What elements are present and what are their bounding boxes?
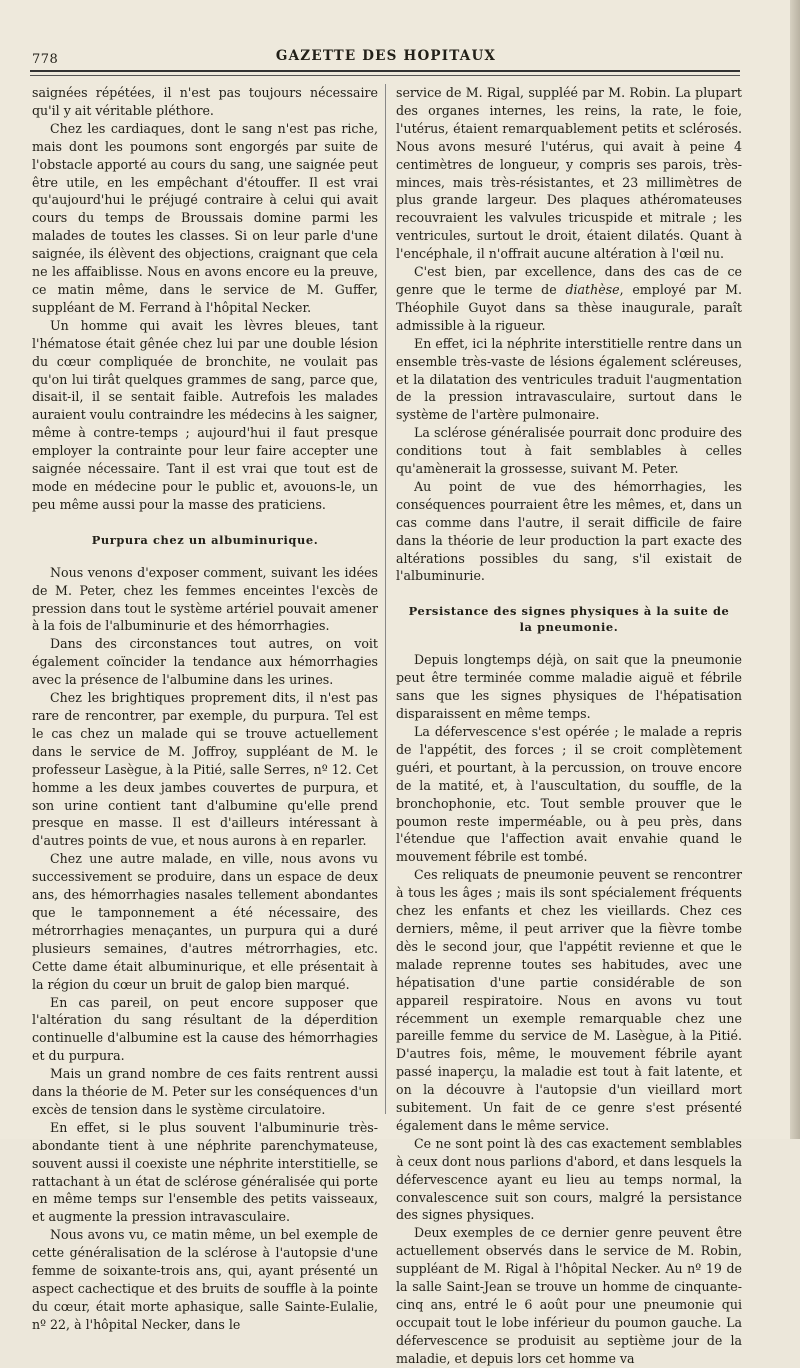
page-edge-shadow [790, 0, 800, 1139]
section-heading: Purpura chez un albuminurique. [91, 532, 319, 547]
paragraph: En effet, si le plus souvent l'albuminurie très-abondante tient à une néphrite parenchymateuse, souvent aussi il coexiste une néphrite interstitielle, se rattachant à un état de sclérose généralisée qui porte en même temps sur l'ensemble des petits vaisseaux, et augmente la pression intravasculaire. [32, 1119, 378, 1225]
paragraph: En cas pareil, on peut encore supposer que l'altération du sang résultant de la déperdition continuelle d'albumine est la cause des hémorrhagies et du purpura. [32, 994, 378, 1064]
column-divider [385, 84, 386, 1114]
paragraph: Nous avons vu, ce matin même, un bel exemple de cette généralisation de la sclérose à l'autopsie d'une femme de soixante-trois ans, qui, ayant présenté un aspect cachectique et des bruits de souffle à la pointe du cœur, était morte aphasique, salle Sainte-Eulalie, nº 22, à l'hôpital Necker, dans le [32, 1227, 378, 1332]
paragraph: Ce ne sont point là des cas exactement semblables à ceux dont nous parlions d'abord, et dans lesquels la défervescence ayant eu lieu au temps normal, la convalescence suit son cours, malgré la persistance des signes physiques. [396, 1135, 742, 1223]
paragraph: Au point de vue des hémorrhagies, les conséquences pourraient être les mêmes, et, dans un cas comme dans l'autre, il serait difficile de faire dans la théorie de leur production la part exacte des altérations possibles du sang, s'il existait de l'albuminurie. [396, 478, 742, 584]
section-heading [396, 603, 742, 635]
left-column [32, 84, 378, 1334]
paragraph-text: C'est bien, par excellence, dans des cas de ce genre que le terme de [396, 264, 742, 297]
paragraph: Chez les brightiques proprement dits, il n'est pas rare de rencontrer, par exemple, du purpura. Tel est le cas chez un malade qui se trouve actuellement dans le service de M. Joffroy, suppléant de M. le professeur Lasègue, à la Pitié, salle Serres, nº 12. Cet homme a les deux jambes couvertes de purpura, et son urine contient tant d'albumine qu'elle prend presque en masse. Il est d'ailleurs intéressant à d'autres points de vue, et nous aurons à en reparler. [32, 690, 378, 849]
paragraph-text: , employé par M. Théophile Guyot dans sa thèse inaugurale, paraît admissible à la rigueur. [396, 281, 742, 333]
paragraph: service de M. Rigal, suppléé par M. Robin. La plupart des organes internes, les reins, la rate, le foie, l'utérus, étaient remarquablement petits et sclérosés. Nous avons mesuré l'utérus, qui avait à peine 4 centimètres de longueur, y compris ses parois, très-minces, mais très-résistantes, et 23 millimètres de plus grande largeur. Des plaques athéromateuses recouvraient les valvules tricuspide et mitrale ; les ventricules, surtout le droit, étaient dilatés. Quant à l'encéphale, il n'offrait aucune altération à l'œil nu. [396, 85, 742, 262]
paragraph: En effet, ici la néphrite interstitielle rentre dans un ensemble très-vaste de lésions également scléreuses, et la dilatation des ventricules traduit l'augmentation de la pression intravasculaire, surtout dans le système de l'artère pulmonaire. [396, 335, 742, 423]
paragraph [396, 263, 742, 335]
paragraph: Chez les cardiaques, dont le sang n'est pas riche, mais dont les poumons sont engorgés par suite de l'obstacle apporté au cours du sang, une saignée peut être utile, en les empêchant d'étouffer. Il est vrai qu'aujourd'hui le préjugé contraire à celui qui avait cours du temps de Broussais domine parmi les malades de toutes les classes. Si on leur parle d'une saignée, ils élèvent des objections, craignant que cela ne les affaiblisse. Nous en avons encore eu la preuve, ce matin même, dans le service de M. Guffer, suppléant de M. Ferrand à l'hôpital Necker. [32, 120, 378, 315]
paragraph: saignées répétées, il n'est pas toujours nécessaire qu'il y ait véritable pléthore. [32, 85, 378, 118]
header-rule-thin [30, 75, 740, 76]
right-column [396, 84, 742, 1368]
paragraph: Chez une autre malade, en ville, nous avons vu successivement se produire, dans un espace de deux ans, des hémorrhagies nasales tellement abondantes que le tamponnement a été nécessaire, des métrorrhagies menaçantes, un purpura qui a duré plusieurs semaines, d'autres métrorrhagies, etc. Cette dame était albuminurique, et elle présentait à la région du cœur un bruit de galop bien marqué. [32, 851, 378, 992]
paragraph: La sclérose généralisée pourrait donc produire des conditions tout à fait semblables à celles qu'amènerait la grossesse, suivant M. Peter. [396, 425, 742, 477]
paragraph: Un homme qui avait les lèvres bleues, tant l'hématose était gênée chez lui par une double lésion du cœur compliquée de bronchite, ne voulait pas qu'on lui tirât quelques grammes de sang, parce que, disait-il, il se sentait faible. Autrefois les malades auraient voulu contraindre les médecins à les saigner, même à contre-temps ; aujourd'hui il faut presque employer la contrainte pour leur faire accepter une saignée nécessaire. Tant il est vrai que tout est de mode en médecine pour le public et, avouons-le, un peu même aussi pour la masse des praticiens. [32, 317, 379, 512]
paragraph: Nous venons d'exposer comment, suivant les idées de M. Peter, chez les femmes enceintes l'excès de pression dans tout le système artériel pouvait amener à la fois de l'albuminurie et des hémorrhagies. [32, 564, 378, 634]
paragraph: Dans des circonstances tout autres, on voit également coïncider la tendance aux hémorrhagies avec la présence de l'albumine dans les urines. [32, 636, 378, 688]
page-header [32, 46, 740, 68]
page-number: 778 [32, 52, 59, 67]
paragraph: Mais un grand nombre de ces faits rentrent aussi dans la théorie de M. Peter sur les conséquences d'un excès de tension dans le système circulatoire. [32, 1066, 378, 1117]
emphasis-diathese: diathèse [565, 281, 620, 297]
header-rule-thick [30, 70, 740, 72]
paragraph: Depuis longtemps déjà, on sait que la pneumonie peut être terminée comme maladie aiguë et fébrile sans que les signes physiques de l'hépatisation disparaissent en même temps. [396, 652, 742, 722]
paragraph: La défervescence s'est opérée ; le malade a repris de l'appétit, des forces ; il se croit complètement guéri, et pourtant, à la percussion, on trouve encore de la matité, et, à l'auscultation, du souffle, de la bronchophonie, etc. Tout semble prouver que le poumon reste imperméable, ou à peu près, dans l'étendue que l'affection avait envahie quand le mouvement fébrile est tombé. [396, 724, 742, 865]
section-heading-line: Persistance des signes physiques à la suite de [408, 604, 730, 619]
section-heading-line: la pneumonie. [519, 620, 619, 635]
journal-title: GAZETTE DES HOPITAUX [275, 48, 497, 64]
paragraph: Ces reliquats de pneumonie peuvent se rencontrer à tous les âges ; mais ils sont spécialement fréquents chez les enfants et chez les vieillards. Chez ces derniers, même, il peut arriver que la fièvre tombe dès le second jour, que l'appétit revienne et que le malade reprenne toutes ses habitudes, avec une hépatisation d'une partie considérable de son appareil respiratoire. Nous en avons vu tout récemment un exemple remarquable chez une pareille femme du service de M. Lasègue, à la Pitié. D'autres fois, même, le mouvement fébrile ayant passé inaperçu, la maladie est tout à fait latente, et on la découvre à l'autopsie d'un vieillard mort subitement. Un fait de ce genre s'est présenté également dans le même service. [396, 867, 742, 1133]
paragraph: Deux exemples de ce dernier genre peuvent être actuellement observés dans le service de M. Robin, suppléant de M. Rigal à l'hôpital Necker. Au nº 19 de la salle Saint-Jean se trouve un homme de cinquante-cinq ans, entré le 6 août pour une pneumonie qui occupait tout le lobe inférieur du poumon gauche. La défervescence se produisit au septième jour de la maladie, et depuis lors cet homme va [396, 1225, 742, 1366]
